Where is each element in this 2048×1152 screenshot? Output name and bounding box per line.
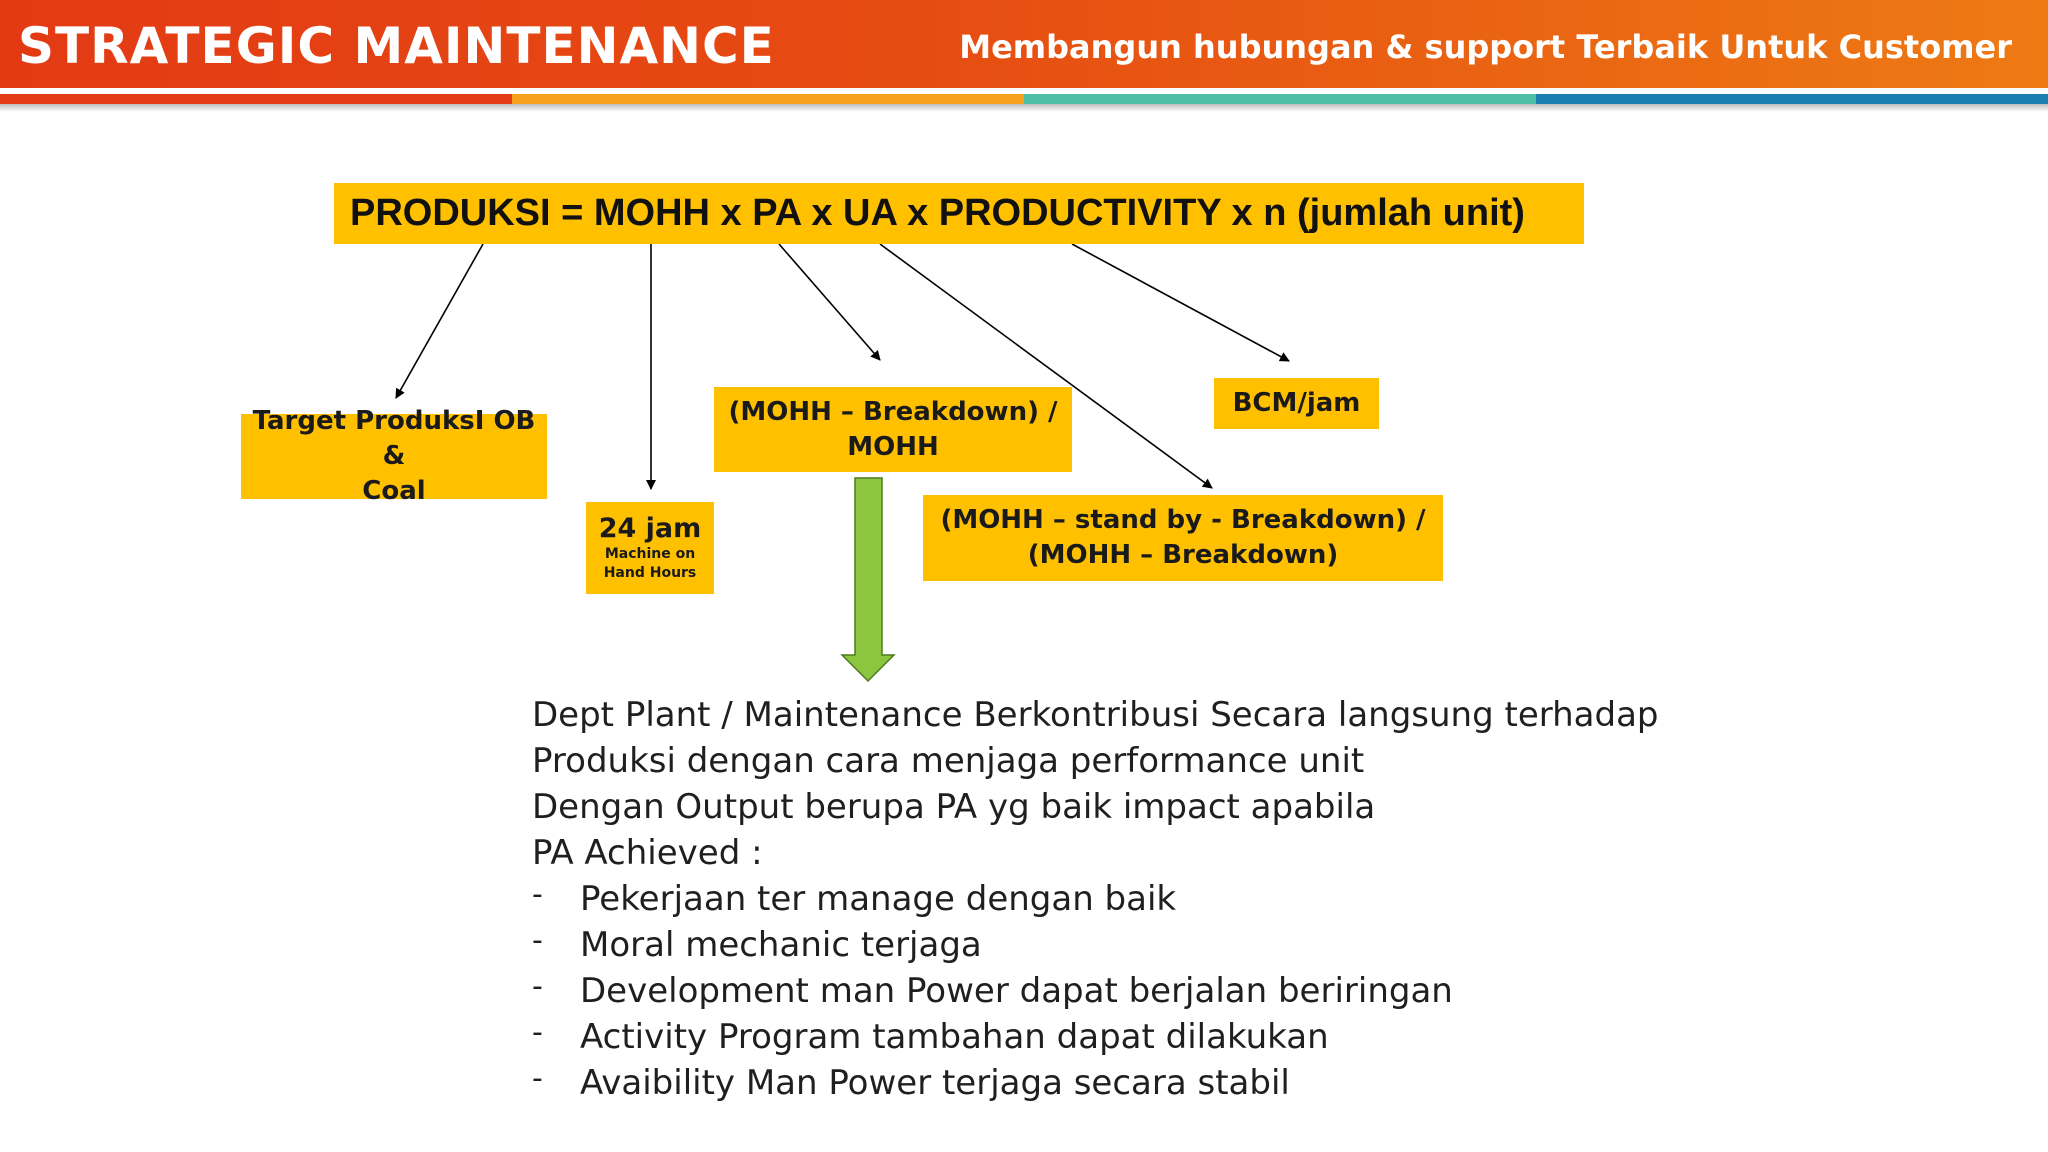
ua-line-2: (MOHH – Breakdown)	[1027, 540, 1339, 570]
list-item-text: Activity Program tambahan dapat dilakukan	[580, 1017, 1329, 1057]
list-item-text: Development man Power dapat berjalan beriringan	[580, 971, 1453, 1011]
list-item	[532, 968, 1632, 1014]
arrow-to-pa	[779, 244, 880, 360]
bullet-dash: -	[532, 1061, 543, 1096]
body-line: Produksi dengan cara menjaga performance unit	[532, 741, 1365, 781]
body-text	[532, 692, 1659, 1106]
mohh-value: 24 jam	[598, 513, 702, 544]
body-line: Dengan Output berupa PA yg baik impact apabila	[532, 787, 1376, 827]
big-down-arrow	[842, 478, 894, 681]
arrow-to-productivity	[1072, 244, 1289, 361]
body-line: PA Achieved :	[532, 833, 763, 873]
body-line: Dept Plant / Maintenance Berkontribusi Secara langsung terhadap	[532, 695, 1659, 735]
bullet-dash: -	[532, 969, 543, 1004]
target-produksi-box	[241, 406, 547, 506]
list-item	[532, 1060, 1632, 1106]
bullet-dash: -	[532, 877, 543, 912]
list-item-text: Pekerjaan ter manage dengan baik	[580, 879, 1177, 919]
ua-box	[923, 495, 1443, 581]
formula-text: PRODUKSI = MOHH x PA x UA x PRODUCTIVITY x n (jumlah unit)	[350, 192, 1525, 234]
list-item	[532, 1014, 1632, 1060]
mohh-box	[586, 502, 714, 594]
arrow-to-target	[396, 244, 483, 398]
slide-subtitle: Membangun hubungan & support Terbaik Untuk Customer	[959, 28, 2012, 66]
mohh-caption-1: Machine on	[604, 546, 696, 562]
target-line-1: Target ProduksI OB &	[252, 406, 536, 471]
pa-line-2: MOHH	[847, 431, 939, 462]
bullet-list	[532, 876, 1632, 1106]
list-item-text: Moral mechanic terjaga	[580, 925, 982, 965]
mohh-caption-2: Hand Hours	[603, 565, 697, 581]
productivity-box	[1214, 378, 1379, 429]
pa-box	[714, 387, 1072, 472]
list-item-text: Avaibility Man Power terjaga secara stabil	[580, 1063, 1290, 1103]
productivity-text: BCM/jam	[1232, 388, 1361, 418]
pa-line-1: (MOHH – Breakdown) /	[728, 396, 1058, 427]
list-item	[532, 876, 1632, 922]
list-item	[532, 922, 1632, 968]
slide-title: STRATEGIC MAINTENANCE	[18, 17, 775, 75]
bullet-dash: -	[532, 923, 543, 958]
bullet-dash: -	[532, 1015, 543, 1050]
target-line-2: Coal	[362, 476, 426, 506]
production-formula	[334, 183, 1584, 244]
ua-line-1: (MOHH – stand by - Breakdown) /	[940, 505, 1426, 535]
